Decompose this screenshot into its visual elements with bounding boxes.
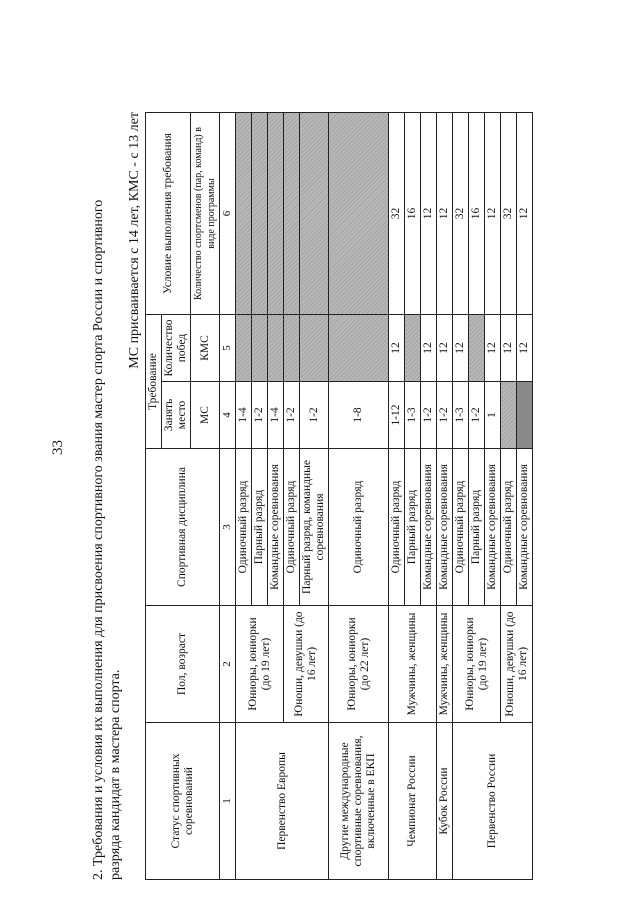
athletes-cell: 32 (501, 113, 517, 315)
discipline-cell: Парный разряд (469, 449, 485, 606)
place-cell: 1-2 (284, 382, 300, 449)
requirements-table (145, 112, 533, 880)
wins-cell: 12 (485, 315, 501, 382)
athletes-cell (329, 113, 389, 315)
rotated-content (90, 100, 630, 880)
place-cell: 1-3 (453, 382, 469, 449)
gender-cell: Мужчины, женщины (389, 606, 437, 723)
header-condition: Условие выполнения требования (146, 113, 191, 315)
header-requirement: Требование (146, 315, 162, 449)
col-number: 2 (220, 606, 236, 723)
status-cell: Другие международные спортивные соревнования, включенные в ЕКП (329, 723, 389, 880)
discipline-cell: Командные соревнования (268, 449, 284, 606)
wins-cell (252, 315, 268, 382)
col-number: 5 (220, 315, 236, 382)
col-number: 1 (220, 723, 236, 880)
header-athletes: Количество спортсменов (пар, команд) в виде программы (191, 113, 220, 315)
status-cell: Первенство России (453, 723, 533, 880)
header-ms: МС (191, 382, 220, 449)
wins-cell: 12 (501, 315, 517, 382)
wins-cell: 12 (517, 315, 533, 382)
header-discipline: Спортивная дисциплина (146, 449, 220, 606)
col-number: 6 (220, 113, 236, 315)
wins-cell (300, 315, 329, 382)
header-wins: Количество побед (162, 315, 191, 382)
athletes-cell: 12 (485, 113, 501, 315)
header-status: Статус спортивных соревнований (146, 723, 220, 880)
athletes-cell (252, 113, 268, 315)
place-cell: 1-2 (421, 382, 437, 449)
discipline-cell: Командные соревнования (485, 449, 501, 606)
status-cell: Чемпионат России (389, 723, 437, 880)
athletes-cell (300, 113, 329, 315)
wins-cell: 12 (389, 315, 405, 382)
table-row (453, 113, 469, 880)
place-cell: 1-2 (252, 382, 268, 449)
gender-cell: Мужчины, женщины (437, 606, 453, 723)
place-cell: 1-8 (329, 382, 389, 449)
table-row (389, 113, 405, 880)
place-cell: 1 (485, 382, 501, 449)
place-cell: 1-3 (405, 382, 421, 449)
gender-cell: Юниоры, юниорки (до 19 лет) (453, 606, 501, 723)
place-cell (501, 382, 517, 449)
gender-cell: Юниоры, юниорки (до 19 лет) (236, 606, 284, 723)
wins-cell (236, 315, 252, 382)
status-cell: Кубок России (437, 723, 453, 880)
table-row (329, 113, 389, 880)
discipline-cell: Одиночный разряд (501, 449, 517, 606)
discipline-cell: Одиночный разряд (236, 449, 252, 606)
gender-cell: Юноши, девушки (до 16 лет) (284, 606, 329, 723)
discipline-cell: Командные соревнования (421, 449, 437, 606)
athletes-cell: 12 (437, 113, 453, 315)
discipline-cell: Парный разряд (405, 449, 421, 606)
wins-cell (405, 315, 421, 382)
athletes-cell (268, 113, 284, 315)
place-cell: 1-4 (268, 382, 284, 449)
header-gender: Пол, возраст (146, 606, 220, 723)
wins-cell: 12 (437, 315, 453, 382)
discipline-cell: Одиночный разряд (329, 449, 389, 606)
wins-cell (329, 315, 389, 382)
discipline-cell: Командные соревнования (517, 449, 533, 606)
discipline-cell: Одиночный разряд (284, 449, 300, 606)
discipline-cell: Парный разряд (252, 449, 268, 606)
place-cell: 1-2 (437, 382, 453, 449)
athletes-cell (284, 113, 300, 315)
section-heading: 2. Требования и условия их выполнения для присвоения спортивного звания мастер спорта России и спортивного разряда кандидат в мастера спорта. (91, 199, 123, 880)
athletes-cell: 16 (405, 113, 421, 315)
discipline-cell: Командные соревнования (437, 449, 453, 606)
athletes-cell: 32 (453, 113, 469, 315)
place-cell: 1-2 (300, 382, 329, 449)
header-place: Занять место (162, 382, 191, 449)
wins-cell: 12 (421, 315, 437, 382)
gender-cell: Юниоры, юниорки (до 22 лет) (329, 606, 389, 723)
table-row (236, 113, 252, 880)
gender-cell: Юноши, девушки (до 16 лет) (501, 606, 533, 723)
athletes-cell: 12 (421, 113, 437, 315)
place-cell: 1-12 (389, 382, 405, 449)
table-row (437, 113, 453, 880)
page-number: 33 (50, 440, 66, 455)
wins-cell (469, 315, 485, 382)
athletes-cell: 32 (389, 113, 405, 315)
athletes-cell: 12 (517, 113, 533, 315)
place-cell: 1-4 (236, 382, 252, 449)
wins-cell (268, 315, 284, 382)
col-number: 3 (220, 449, 236, 606)
discipline-cell: Одиночный разряд (453, 449, 469, 606)
wins-cell: 12 (453, 315, 469, 382)
discipline-cell: Парный разряд, командные соревнования (300, 449, 329, 606)
place-cell: 1-2 (469, 382, 485, 449)
col-number: 4 (220, 382, 236, 449)
athletes-cell: 16 (469, 113, 485, 315)
age-note: МС присваивается с 14 лет, КМС - с 13 лет (127, 112, 142, 369)
discipline-cell: Одиночный разряд (389, 449, 405, 606)
status-cell: Первенство Европы (236, 723, 329, 880)
athletes-cell (236, 113, 252, 315)
wins-cell (284, 315, 300, 382)
place-cell (517, 382, 533, 449)
header-kms: КМС (191, 315, 220, 382)
